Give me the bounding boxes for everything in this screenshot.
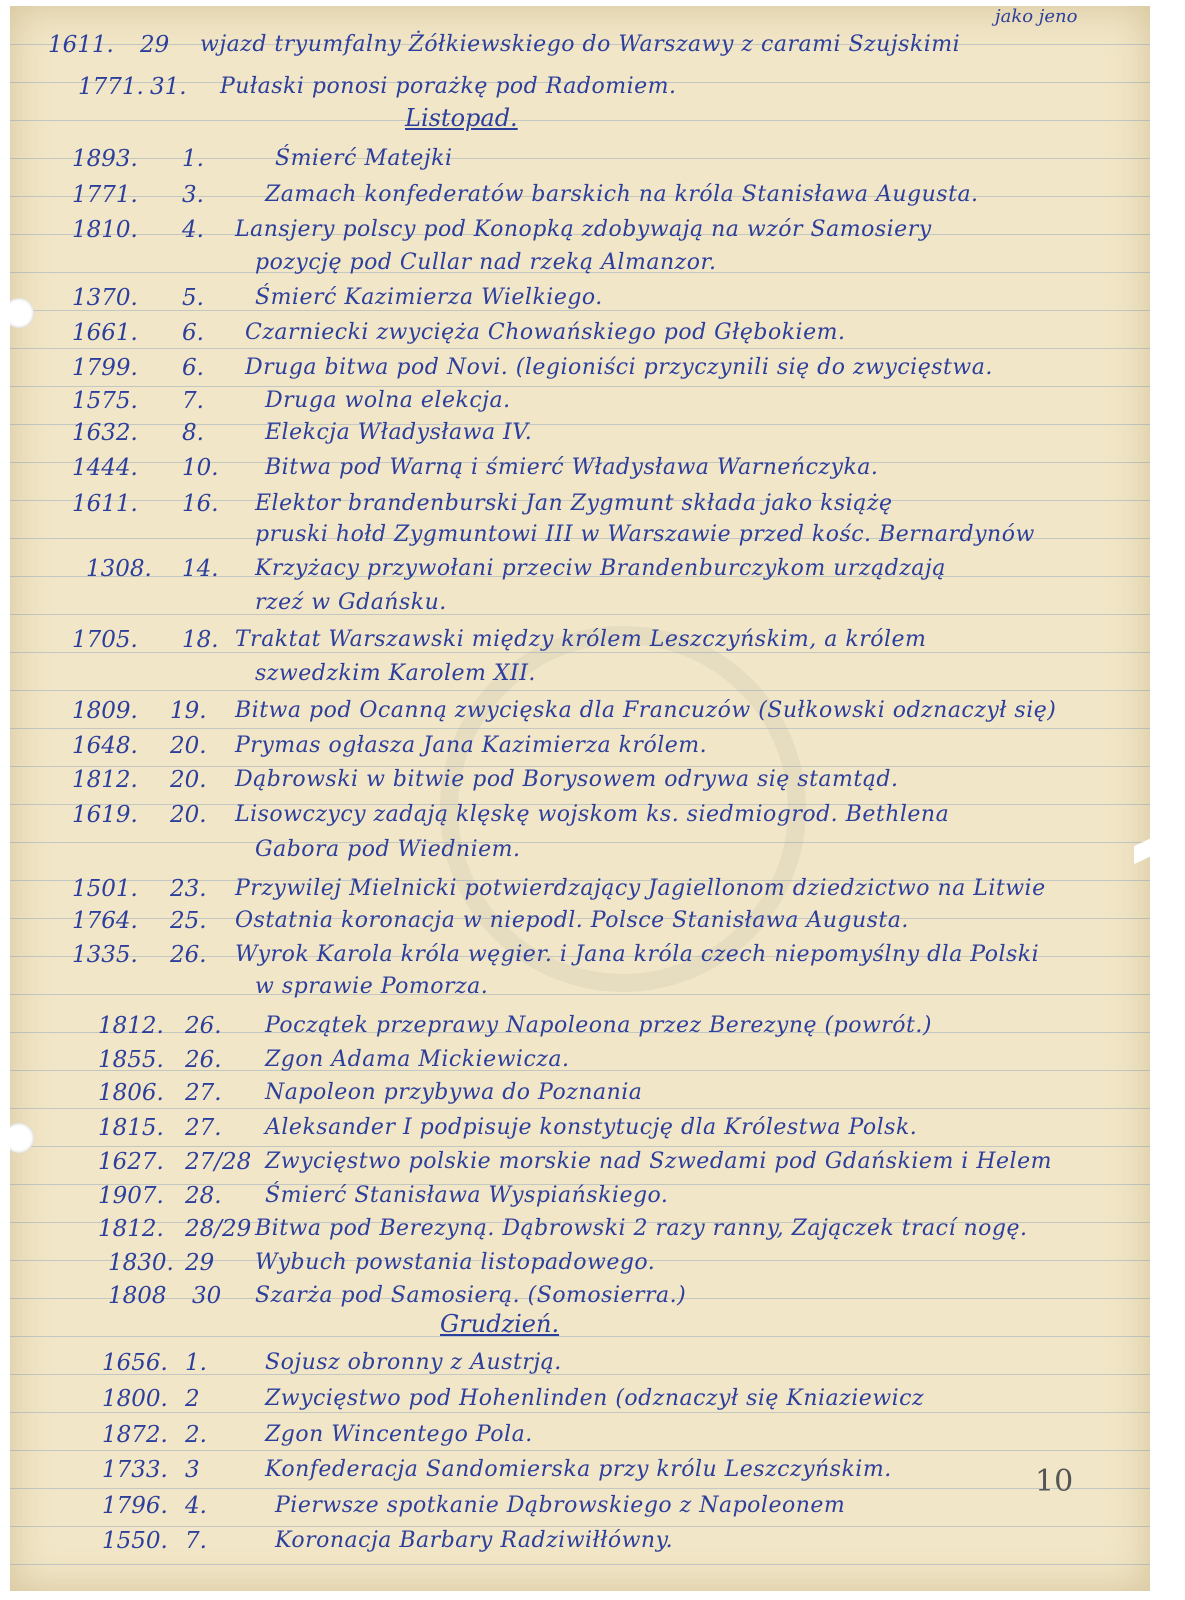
entry-row <box>10 872 1150 906</box>
entry-year: 1733. <box>102 1457 168 1483</box>
entry-row <box>10 970 1150 1004</box>
entry-year: 1771. <box>78 74 144 100</box>
entry-year: 1705. <box>72 627 138 653</box>
entry-row <box>10 586 1150 620</box>
entry-year: 1855. <box>98 1047 164 1073</box>
entry-day: 7. <box>185 1528 207 1554</box>
entry-year: 1810. <box>72 217 138 243</box>
entry-year: 1799. <box>72 355 138 381</box>
entry-day: 20. <box>170 802 207 828</box>
entry-day: 29 <box>140 32 170 58</box>
entry-row <box>10 1453 1150 1487</box>
entry-text: Śmierć Matejki <box>275 146 453 171</box>
entry-text: Zamach konfederatów barskich na króla Stanisława Augusta. <box>265 182 979 207</box>
entry-day: 28. <box>185 1183 222 1209</box>
entry-day: 28/29 <box>185 1216 252 1242</box>
entry-row <box>10 1145 1150 1179</box>
entry-year: 1308. <box>86 556 152 582</box>
entry-row <box>10 178 1150 212</box>
entry-text: rzeź w Gdańsku. <box>255 590 447 615</box>
entry-year: 1812. <box>98 1216 164 1242</box>
entry-row <box>10 487 1150 521</box>
entry-row <box>10 552 1150 586</box>
page-number: 10 <box>1035 1464 1074 1499</box>
entry-year: 1796. <box>102 1493 168 1519</box>
entry-day: 3. <box>182 182 204 208</box>
entry-year: 1335. <box>72 942 138 968</box>
entry-text: Napoleon przybywa do Poznania <box>265 1080 643 1105</box>
entry-year: 1501. <box>72 876 138 902</box>
entry-row <box>10 938 1150 972</box>
ruled-line <box>10 1564 1150 1565</box>
entry-row <box>10 623 1150 657</box>
entry-text: Bitwa pod Berezyną. Dąbrowski 2 razy ranny, Zajączek trací nogę. <box>255 1216 1028 1241</box>
entry-text: Szarża pod Samosierą. (Somosierra.) <box>255 1283 687 1308</box>
entry-year: 1809. <box>72 698 138 724</box>
entry-day: 20. <box>170 767 207 793</box>
entry-day: 14. <box>182 556 219 582</box>
entry-row <box>10 451 1150 485</box>
entry-year: 1830. <box>108 1250 174 1276</box>
entry-day: 27/28 <box>185 1149 252 1175</box>
entry-row <box>10 694 1150 728</box>
entry-row <box>10 384 1150 418</box>
entry-day: 1. <box>182 146 204 172</box>
entry-row <box>10 1489 1150 1523</box>
entry-year: 1656. <box>102 1350 168 1376</box>
entry-year: 1632. <box>72 420 138 446</box>
entry-day: 29 <box>185 1250 215 1276</box>
entry-year: 1764. <box>72 908 138 934</box>
entry-text: Sojusz obronny z Austrją. <box>265 1350 562 1375</box>
entry-text: Konfederacja Sandomierska przy królu Leszczyńskim. <box>265 1457 892 1482</box>
entry-text: Gabora pod Wiedniem. <box>255 837 521 862</box>
entry-year: 1661. <box>72 320 138 346</box>
entry-row <box>10 1179 1150 1213</box>
entry-day: 23. <box>170 876 207 902</box>
entry-row <box>10 213 1150 247</box>
entry-year: 1370. <box>72 285 138 311</box>
entry-day: 6. <box>182 320 204 346</box>
entry-year: 1619. <box>72 802 138 828</box>
entry-text: Śmierć Kazimierza Wielkiego. <box>255 285 603 310</box>
entry-day: 3 <box>185 1457 200 1483</box>
entry-text: Czarniecki zwycięża Chowańskiego pod Głębokiem. <box>245 320 846 345</box>
month-heading-november: Listopad. <box>405 104 518 132</box>
entry-year: 1815. <box>98 1115 164 1141</box>
entry-text: Śmierć Stanisława Wyspiańskiego. <box>265 1183 669 1208</box>
entry-day: 16. <box>182 491 219 517</box>
entry-text: Wyrok Karola króla węgier. i Jana króla czech niepomyślny dla Polski <box>235 942 1040 967</box>
entry-year: 1893. <box>72 146 138 172</box>
entry-day: 19. <box>170 698 207 724</box>
entry-text: Lansjery polscy pod Konopką zdobywają na wzór Samosiery <box>235 217 932 242</box>
ruled-line <box>10 120 1150 121</box>
entry-text: Zgon Wincentego Pola. <box>265 1422 533 1447</box>
entry-row <box>10 798 1150 832</box>
entry-day: 18. <box>182 627 219 653</box>
entry-day: 4. <box>182 217 204 243</box>
entry-day: 4. <box>185 1493 207 1519</box>
entry-day: 27. <box>185 1080 222 1106</box>
entry-year: 1611. <box>48 32 114 58</box>
entry-text: Pierwsze spotkanie Dąbrowskiego z Napoleonem <box>275 1493 846 1518</box>
entry-text: Elekcja Władysława IV. <box>265 420 533 445</box>
entry-text: Przywilej Mielnicki potwierdzający Jagiellonom dziedzictwo na Litwie <box>235 876 1046 901</box>
entry-row <box>10 657 1150 691</box>
entry-text: w sprawie Pomorza. <box>255 974 489 999</box>
entry-text: Początek przeprawy Napoleona przez Berezynę (powrót.) <box>265 1013 932 1038</box>
entry-text: pozycję pod Cullar nad rzeką Almanzor. <box>255 250 717 275</box>
entry-year: 1907. <box>98 1183 164 1209</box>
entry-year: 1812. <box>72 767 138 793</box>
entry-row <box>10 763 1150 797</box>
entry-day: 6. <box>182 355 204 381</box>
entry-year: 1808 <box>108 1283 167 1309</box>
entry-text: Druga bitwa pod Novi. (legioniści przyczynili się do zwycięstwa. <box>245 355 993 380</box>
entry-day: 26. <box>170 942 207 968</box>
entry-day: 25. <box>170 908 207 934</box>
entry-day: 10. <box>182 455 219 481</box>
entry-day: 30 <box>192 1283 222 1309</box>
entry-text: Traktat Warszawski między królem Leszczyńskim, a królem <box>235 627 927 652</box>
entry-year: 1611. <box>72 491 138 517</box>
entry-row <box>10 1246 1150 1280</box>
entry-text: Aleksander I podpisuje konstytucję dla Królestwa Polsk. <box>265 1115 918 1140</box>
entry-text: Bitwa pod Ocanną zwycięska dla Francuzów (Sułkowski odznaczył się) <box>235 698 1057 723</box>
entry-row <box>10 1279 1150 1313</box>
entry-row <box>10 1346 1150 1380</box>
entry-text: Zgon Adama Mickiewicza. <box>265 1047 570 1072</box>
entry-text: Zwycięstwo polskie morskie nad Szwedami pod Gdańskiem i Helem <box>265 1149 1052 1174</box>
entry-row <box>10 1382 1150 1416</box>
entry-day: 2. <box>185 1422 207 1448</box>
entry-year: 1771. <box>72 182 138 208</box>
entry-row <box>10 281 1150 315</box>
entry-row <box>10 729 1150 763</box>
entry-text: szwedzkim Karolem XII. <box>255 661 536 686</box>
entry-text: Pułaski ponosi porażkę pod Radomiem. <box>220 74 677 99</box>
entry-row <box>10 1212 1150 1246</box>
entry-row <box>10 518 1150 552</box>
entry-year: 1575. <box>72 388 138 414</box>
entry-text: Koronacja Barbary Radziwiłłówny. <box>275 1528 674 1553</box>
entry-year: 1800. <box>102 1386 168 1412</box>
entry-year: 1627. <box>98 1149 164 1175</box>
entry-row <box>10 1524 1150 1558</box>
entry-year: 1444. <box>72 455 138 481</box>
entry-day: 31. <box>150 74 187 100</box>
entry-day: 7. <box>182 388 204 414</box>
entry-text: Zwycięstwo pod Hohenlinden (odznaczył się Kniaziewicz <box>265 1386 925 1411</box>
entry-day: 26. <box>185 1047 222 1073</box>
entry-text: pruski hołd Zygmuntowi III w Warszawie przed kośc. Bernardynów <box>255 522 1035 547</box>
entry-day: 27. <box>185 1115 222 1141</box>
entry-row <box>10 28 1150 62</box>
entry-text: Ostatnia koronacja w niepodl. Polsce Stanisława Augusta. <box>235 908 909 933</box>
entry-row <box>10 70 1150 104</box>
entry-year: 1648. <box>72 733 138 759</box>
entry-row <box>10 1418 1150 1452</box>
entry-row <box>10 1111 1150 1145</box>
entry-text: Prymas ogłasza Jana Kazimierza królem. <box>235 733 708 758</box>
entry-row <box>10 833 1150 867</box>
entry-text: Bitwa pod Warną i śmierć Władysława Warneńczyka. <box>265 455 879 480</box>
entry-text: Dąbrowski w bitwie pod Borysowem odrywa się stamtąd. <box>235 767 899 792</box>
entry-text: Druga wolna elekcja. <box>265 388 511 413</box>
entry-text: Krzyżacy przywołani przeciw Brandenburczykom urządzają <box>255 556 946 581</box>
entry-row <box>10 246 1150 280</box>
entry-year: 1872. <box>102 1422 168 1448</box>
entry-text: Elektor brandenburski Jan Zygmunt składa jako książę <box>255 491 893 516</box>
month-heading-december: Grudzień. <box>440 1310 560 1338</box>
entry-row <box>10 142 1150 176</box>
corner-note: jako jeno <box>995 6 1078 27</box>
entry-row <box>10 351 1150 385</box>
entry-year: 1550. <box>102 1528 168 1554</box>
entry-year: 1812. <box>98 1013 164 1039</box>
entry-day: 2 <box>185 1386 200 1412</box>
entry-day: 26. <box>185 1013 222 1039</box>
entry-day: 20. <box>170 733 207 759</box>
entry-year: 1806. <box>98 1080 164 1106</box>
handwritten-page <box>10 6 1150 1591</box>
entry-row <box>10 1009 1150 1043</box>
entry-row <box>10 1043 1150 1077</box>
entry-text: Lisowczycy zadają klęskę wojskom ks. siedmiogrod. Bethlena <box>235 802 950 827</box>
ruled-line <box>10 1336 1150 1337</box>
entry-row <box>10 1076 1150 1110</box>
entry-text: wjazd tryumfalny Żółkiewskiego do Warszawy z carami Szujskimi <box>200 32 961 57</box>
entry-text: Wybuch powstania listopadowego. <box>255 1250 656 1275</box>
entry-row <box>10 316 1150 350</box>
entry-row <box>10 904 1150 938</box>
entry-day: 1. <box>185 1350 207 1376</box>
entry-day: 5. <box>182 285 204 311</box>
entry-row <box>10 416 1150 450</box>
entry-day: 8. <box>182 420 204 446</box>
